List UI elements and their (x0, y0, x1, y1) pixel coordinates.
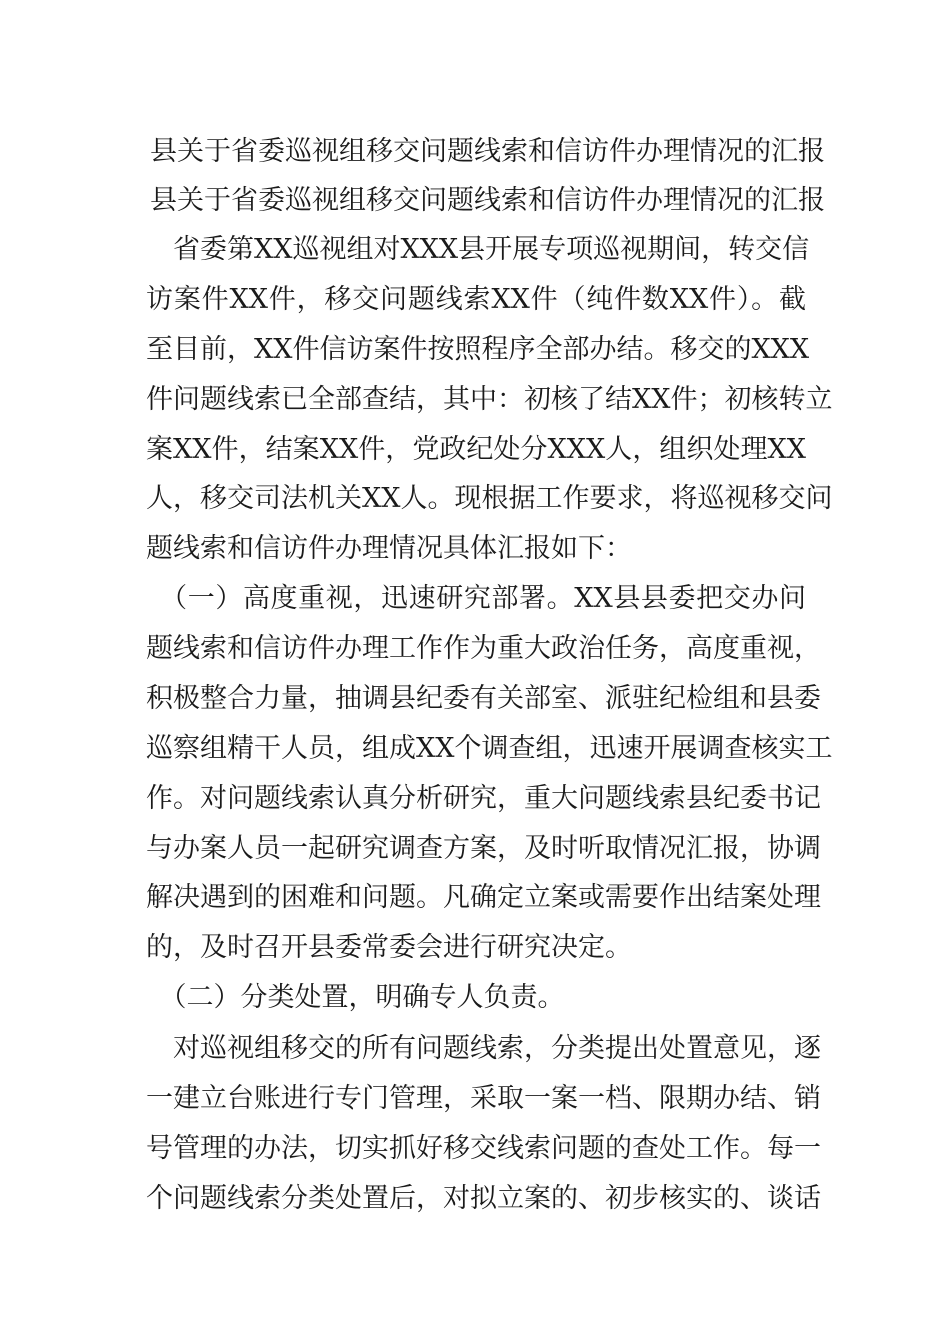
body-line-15: 的，及时召开县委常委会进行研究决定。 (146, 932, 632, 963)
body-line-13: 与办案人员一起研究调查方案，及时听取情况汇报，协调 (146, 833, 821, 864)
body-line-10: 积极整合力量，抽调县纪委有关部室、派驻纪检组和县委 (146, 683, 821, 714)
body-line-14: 解决遇到的困难和问题。凡确定立案或需要作出结案处理 (146, 882, 821, 913)
body-line-5: 案XX件，结案XX件，党政纪处分XXX人，组织处理XX (146, 434, 806, 465)
body-line-7: 题线索和信访件办理情况具体汇报如下： (146, 533, 632, 564)
body-line-18: 一建立台账进行专门管理，采取一案一档、限期办结、销 (146, 1083, 821, 1114)
body-line-12: 作。对问题线索认真分析研究，重大问题线索县纪委书记 (146, 783, 821, 814)
body-line-20: 个问题线索分类处置后，对拟立案的、初步核实的、谈话 (146, 1183, 821, 1214)
body-line-17: 对巡视组移交的所有问题线索，分类提出处置意见，逐 (146, 1033, 821, 1064)
body-line-4: 件问题线索已全部查结，其中：初核了结XX件；初核转立 (146, 384, 833, 415)
document-title-line-2: 县关于省委巡视组移交问题线索和信访件办理情况的汇报 (150, 185, 825, 216)
body-line-9: 题线索和信访件办理工作作为重大政治任务，高度重视， (146, 633, 821, 664)
body-line-1: 省委第XX巡视组对XXX县开展专项巡视期间，转交信 (146, 234, 810, 265)
document-title-line-1: 县关于省委巡视组移交问题线索和信访件办理情况的汇报 (150, 136, 825, 167)
body-line-19: 号管理的办法，切实抓好移交线索问题的查处工作。每一 (146, 1133, 821, 1164)
body-line-6: 人，移交司法机关XX人。现根据工作要求，将巡视移交问 (146, 483, 833, 514)
section-heading-2: （二）分类处置，明确专人负责。 (146, 982, 565, 1013)
body-line-11: 巡察组精干人员，组成XX个调查组，迅速开展调查核实工 (146, 733, 833, 764)
body-line-3: 至目前，XX件信访案件按照程序全部办结。移交的XXX (146, 334, 810, 365)
body-line-2: 访案件XX件，移交问题线索XX件（纯件数XX件）。截 (146, 284, 806, 315)
section-heading-1: （一）高度重视，迅速研究部署。XX县县委把交办问 (146, 583, 806, 614)
